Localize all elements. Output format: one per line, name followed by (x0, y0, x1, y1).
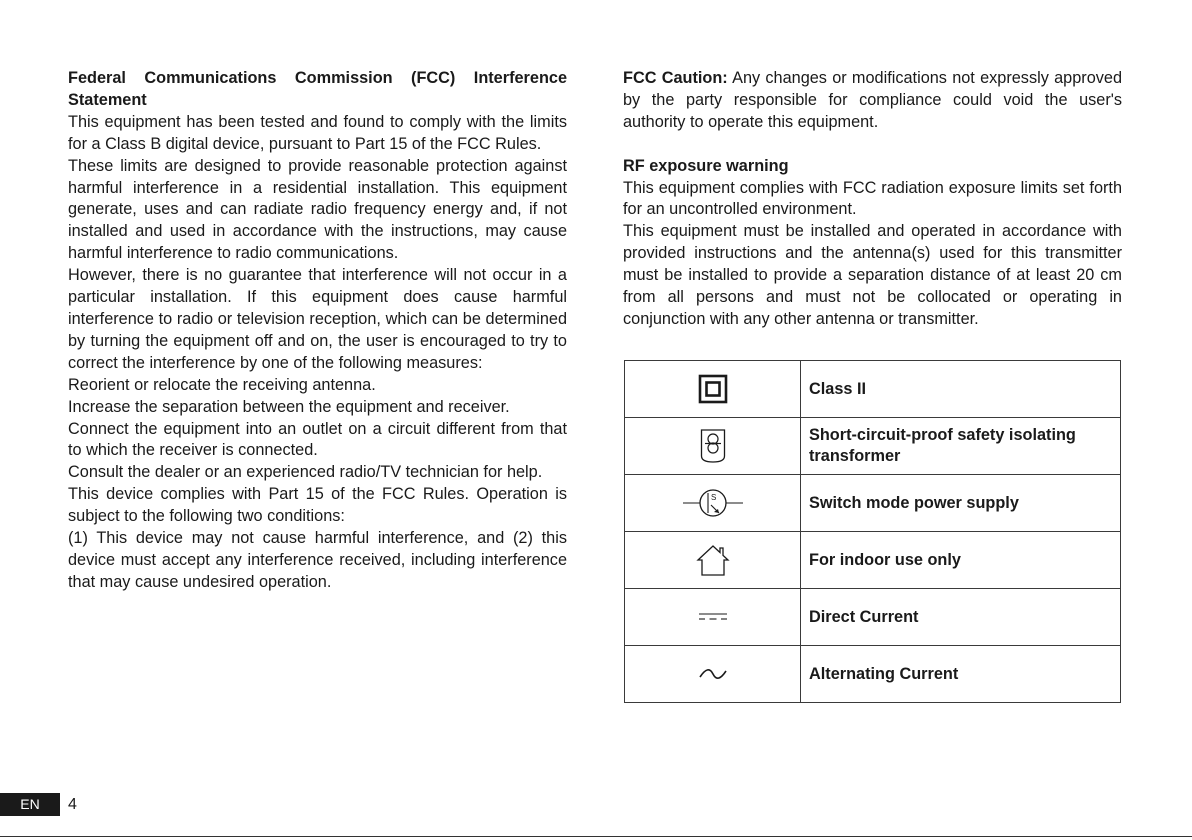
table-row (625, 646, 1121, 703)
paragraph: This equipment has been tested and found to comply with the limits for a Class B digital device, pursuant to Part 15 of the FCC Rules. (68, 112, 567, 153)
fcc-caution-label: FCC Caution: (623, 69, 728, 87)
icon-cell (625, 418, 801, 475)
paragraph: This equipment complies with FCC radiation exposure limits set forth for an uncontrolled environment. (623, 178, 1122, 219)
symbol-label: Class II (801, 361, 1121, 418)
symbol-label: Short-circuit-proof safety isolating transformer (801, 418, 1121, 475)
direct-current-icon (698, 612, 728, 622)
symbol-label: For indoor use only (801, 532, 1121, 589)
paragraph: This device complies with Part 15 of the FCC Rules. Operation is subject to the following two conditions: (68, 485, 567, 526)
icon-cell (625, 646, 801, 703)
paragraph: (1) This device may not cause harmful interference, and (2) this device must accept any interference received, including interference that may cause undesired operation. (68, 529, 567, 591)
table-row (625, 475, 1121, 532)
rf-exposure-heading: RF exposure warning (623, 156, 789, 175)
paragraph: Increase the separation between the equipment and receiver. (68, 397, 510, 416)
paragraph: Reorient or relocate the receiving antenna. (68, 375, 376, 394)
paragraph: Consult the dealer or an experienced radio/TV technician for help. (68, 463, 543, 482)
alternating-current-icon (698, 667, 728, 681)
fcc-caution-text: Any changes or modifications not expressly approved by the party responsible for compliance could void the user's authority to operate this equipment. (623, 69, 1122, 131)
switch-mode-power-supply-icon (681, 486, 745, 520)
smps-letter-s: S (710, 493, 716, 502)
icon-cell (625, 361, 801, 418)
table-row (625, 532, 1121, 589)
class-ii-icon (698, 374, 728, 404)
paragraph: Connect the equipment into an outlet on a circuit different from that to which the receiver is connected. (68, 419, 567, 460)
table-row (625, 361, 1121, 418)
fcc-statement-heading: Federal Communications Commission (FCC) Interference Statement (68, 69, 567, 109)
symbol-label: Alternating Current (801, 646, 1121, 703)
indoor-use-house-icon (695, 542, 731, 578)
symbols-table (624, 360, 1121, 703)
page-number: 4 (68, 796, 77, 813)
icon-cell (625, 589, 801, 646)
table-row (625, 418, 1121, 475)
language-tag: EN (0, 793, 60, 816)
icon-cell (625, 532, 801, 589)
paragraph: This equipment must be installed and operated in accordance with provided instructions and the antenna(s) used for this transmitter must be installed to provide a separation distance of at least 20 cm from all persons and must not be collocated or operating in conjunction with any other antenna or transmitter. (623, 222, 1122, 328)
spacer (623, 134, 1122, 156)
icon-cell (625, 475, 801, 532)
table-row (625, 589, 1121, 646)
safety-isolating-transformer-icon (700, 428, 726, 464)
bottom-rule (0, 836, 1192, 837)
left-column (68, 68, 567, 594)
right-column (623, 68, 1122, 331)
fcc-caution-paragraph (623, 68, 1122, 134)
paragraph: These limits are designed to provide reasonable protection against harmful interference in a residential installation. This equipment generate, uses and can radiate radio frequency energy and, if not installed and used in accordance with the instructions, may cause harmful interference to radio communications. (68, 156, 567, 263)
paragraph: However, there is no guarantee that interference will not occur in a particular installation. If this equipment does cause harmful interference to radio or television reception, which can be determined by turning the equipment off and on, the user is encouraged to try to correct the interference by one of the following measures: (68, 266, 567, 372)
symbol-label: Switch mode power supply (801, 475, 1121, 532)
symbol-label: Direct Current (801, 589, 1121, 646)
